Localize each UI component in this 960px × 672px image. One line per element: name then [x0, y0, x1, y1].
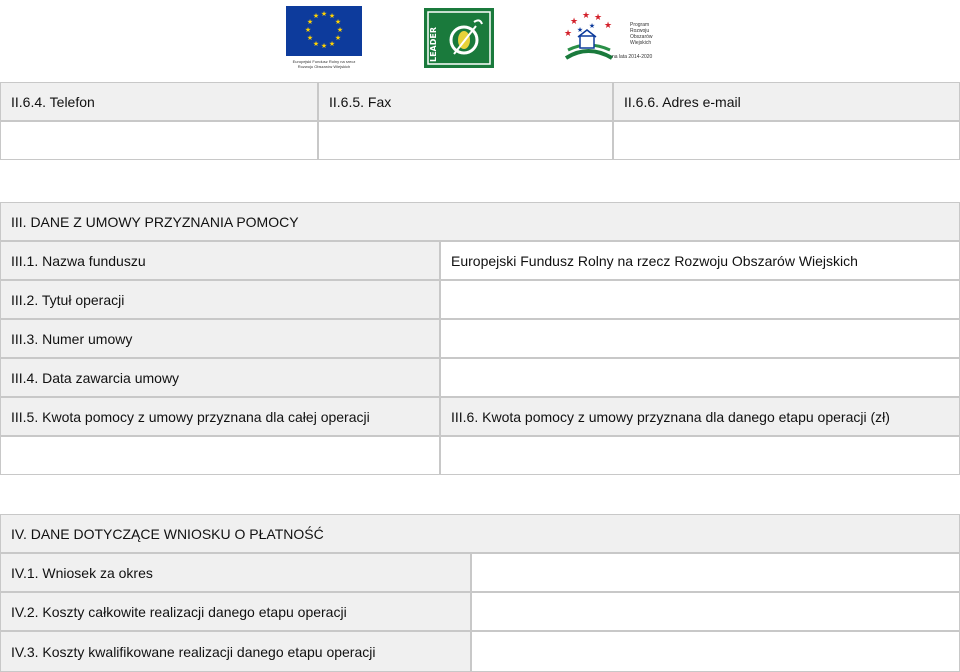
prow-logo — [560, 6, 660, 64]
period-label-cell — [0, 553, 471, 592]
prow-line-4: Wiejskich — [630, 40, 652, 46]
fax-label-cell — [318, 82, 613, 121]
prow-line-2: Rozwoju — [630, 28, 650, 34]
svg-text:★: ★ — [328, 40, 336, 48]
prow-line-5: na lata 2014-2020 — [612, 54, 653, 60]
aid-total-label-cell — [0, 397, 440, 436]
aid-stage-label: III.6. Kwota pomocy z umowy przyznana dla danego etapu operacji (zł) — [451, 408, 890, 425]
phone-field[interactable] — [0, 121, 318, 160]
prow-emblem-icon — [560, 6, 616, 64]
svg-text:★: ★ — [569, 17, 579, 27]
svg-text:★: ★ — [334, 34, 342, 42]
leader-text: LEADER — [429, 26, 438, 62]
contract-date-field[interactable] — [440, 358, 960, 397]
aid-total-label: III.5. Kwota pomocy z umowy przyznana dla całej operacji — [11, 408, 370, 425]
period-label: IV.1. Wniosek za okres — [11, 564, 153, 581]
contract-no-label-cell — [0, 319, 440, 358]
aid-stage-field[interactable] — [440, 436, 960, 475]
contract-date-label-cell — [0, 358, 440, 397]
period-field[interactable] — [471, 553, 960, 592]
svg-text:★: ★ — [312, 12, 320, 20]
phone-label: II.6.4. Telefon — [11, 93, 95, 110]
svg-text:★: ★ — [328, 12, 336, 20]
prow-text-block — [630, 22, 670, 46]
contract-date-label: III.4. Data zawarcia umowy — [11, 369, 180, 386]
email-field[interactable] — [613, 121, 960, 160]
aid-stage-label-cell — [440, 397, 960, 436]
fund-value: Europejski Fundusz Rolny na rzecz Rozwoju Obszarów Wiejskich — [451, 252, 858, 269]
contract-no-label: III.3. Numer umowy — [11, 330, 133, 347]
contract-no-field[interactable] — [440, 319, 960, 358]
fax-field[interactable] — [318, 121, 613, 160]
total-costs-label-cell — [0, 592, 471, 631]
fund-label-cell — [0, 241, 440, 280]
section4-title: IV. DANE DOTYCZĄCE WNIOSKU O PŁATNOŚĆ — [11, 525, 324, 542]
prow-line-3: Obszarów — [630, 34, 653, 40]
eu-caption-2: Rozwoju Obszarów Wiejskich — [297, 64, 351, 69]
svg-text:★: ★ — [312, 40, 320, 48]
eligible-costs-label-cell — [0, 631, 471, 672]
prow-line-1: Program — [630, 22, 650, 28]
leader-logo — [424, 8, 494, 68]
svg-text:★: ★ — [576, 26, 584, 34]
svg-text:★: ★ — [593, 13, 603, 23]
svg-text:★: ★ — [306, 18, 314, 26]
svg-text:★: ★ — [304, 26, 312, 34]
logo-bar — [0, 0, 960, 80]
eu-flag-icon — [286, 6, 362, 56]
section3-title: III. DANE Z UMOWY PRZYZNANIA POMOCY — [11, 213, 299, 230]
aid-total-field[interactable] — [0, 436, 440, 475]
email-label: II.6.6. Adres e-mail — [624, 93, 741, 110]
svg-text:★: ★ — [603, 21, 613, 31]
section4-title-cell — [0, 514, 960, 553]
total-costs-label: IV.2. Koszty całkowite realizacji danego etapu operacji — [11, 603, 347, 620]
svg-text:★: ★ — [320, 42, 328, 50]
fund-label: III.1. Nazwa funduszu — [11, 252, 146, 269]
phone-label-cell — [0, 82, 318, 121]
section3-title-cell — [0, 202, 960, 241]
svg-text:★: ★ — [588, 22, 596, 30]
svg-text:★: ★ — [320, 10, 328, 18]
eligible-costs-label: IV.3. Koszty kwalifikowane realizacji danego etapu operacji — [11, 643, 376, 660]
svg-text:★: ★ — [334, 18, 342, 26]
eu-caption-1: Europejski Fundusz Rolny na rzecz — [292, 59, 356, 64]
total-costs-field[interactable] — [471, 592, 960, 631]
leader-emblem-icon — [424, 8, 494, 68]
email-label-cell — [613, 82, 960, 121]
fund-field[interactable] — [440, 241, 960, 280]
fax-label: II.6.5. Fax — [329, 93, 392, 110]
svg-text:★: ★ — [336, 26, 344, 34]
eligible-costs-field[interactable] — [471, 631, 960, 672]
op-title-label: III.2. Tytuł operacji — [11, 291, 125, 308]
eu-flag-logo — [286, 6, 362, 68]
svg-text:★: ★ — [306, 34, 314, 42]
op-title-field[interactable] — [440, 280, 960, 319]
svg-text:★: ★ — [581, 11, 591, 21]
svg-text:★: ★ — [563, 29, 573, 39]
op-title-label-cell — [0, 280, 440, 319]
